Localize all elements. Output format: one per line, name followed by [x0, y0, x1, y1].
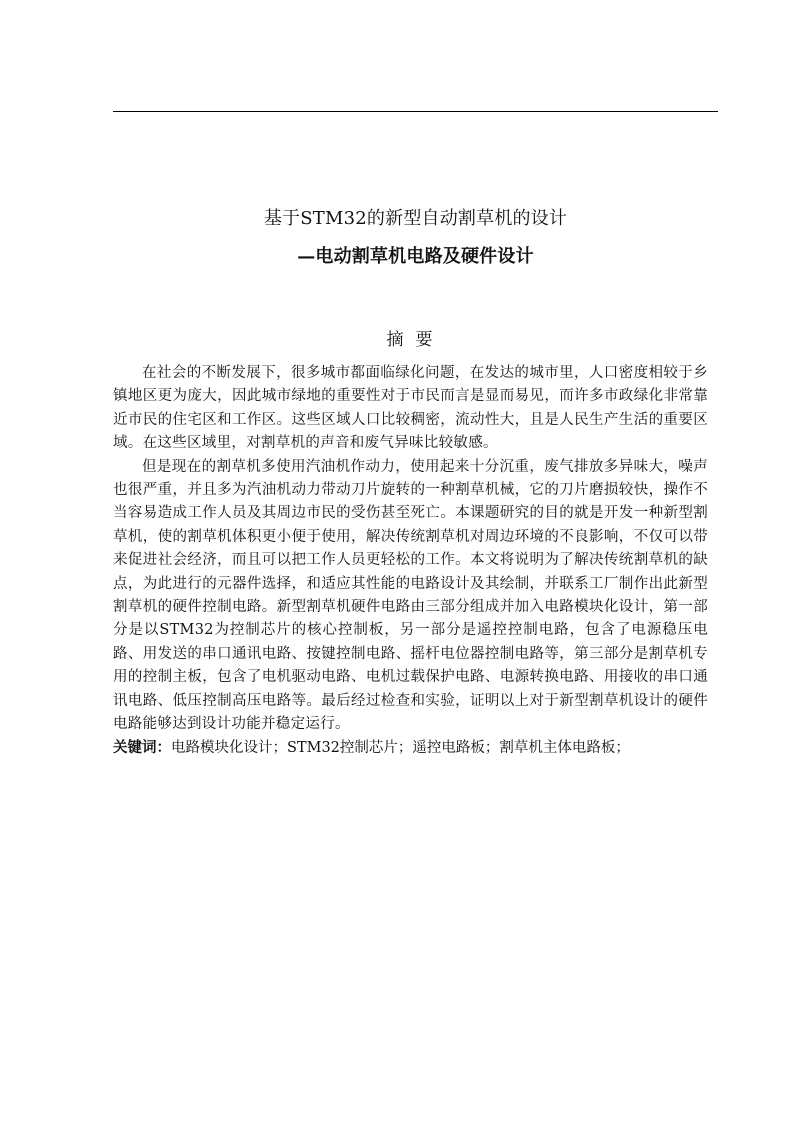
- keywords-line: [113, 737, 708, 760]
- abstract-paragraph-1: 在社会的不断发展下，很多城市都面临绿化问题，在发达的城市里，人口密度相较于乡镇地区更为庞大，因此城市绿地的重要性对于市民而言是显而易见，而许多市政绿化非常靠近市民的住宅区和工作区。这些区域人口比较稠密，流动性大，且是人民生产生活的重要区域。在这些区域里，对割草机的声音和废气异味比较敏感。: [113, 365, 708, 452]
- abstract-paragraph-2: 但是现在的割草机多使用汽油机作动力，使用起来十分沉重，废气排放多异味大，噪声也很严重，并且多为汽油机动力带动刀片旋转的一种割草机械，它的刀片磨损较快，操作不当容易造成工作人员及其周边市民的受伤甚至死亡。本课题研究的目的就是开发一种新型割草机，使的割草机体积更小便于使用，解决传统割草机对周边环境的不良影响，不仅可以带来促进社会经济，而且可以把工作人员更轻松的工作。本文将说明为了解决传统割草机的缺点，为此进行的元器件选择，和适应其性能的电路设计及其绘制，并联系工厂制作出此新型割草机的硬件控制电路。新型割草机硬件电路由三部分组成并加入电路模块化设计，第一部分是以STM32为控制芯片的核心控制板，另一部分是遥控控制电路，包含了电源稳压电路、用发送的串口通讯电路、按键控制电路、摇杆电位器控制电路等，第三部分是割草机专用的控制主板，包含了电机驱动电路、电机过载保护电路、电源转换电路、用接收的串口通讯电路、低压控制高压电路等。最后经过检查和实验，证明以上对于新型割草机设计的硬件电路能够达到设计功能并稳定运行。: [113, 458, 708, 733]
- keywords-label: 关键词：: [113, 739, 171, 756]
- header-rule: [113, 111, 718, 112]
- abstract-heading: 摘要: [386, 330, 445, 350]
- sub-title: —电动割草机电路及硬件设计: [297, 246, 534, 267]
- keywords-text: 电路模块化设计；STM32控制芯片；遥控电路板；割草机主体电路板；: [171, 739, 630, 756]
- abstract-body: [113, 362, 708, 760]
- main-title: 基于STM32的新型自动割草机的设计: [263, 208, 568, 229]
- title-block: [113, 200, 718, 276]
